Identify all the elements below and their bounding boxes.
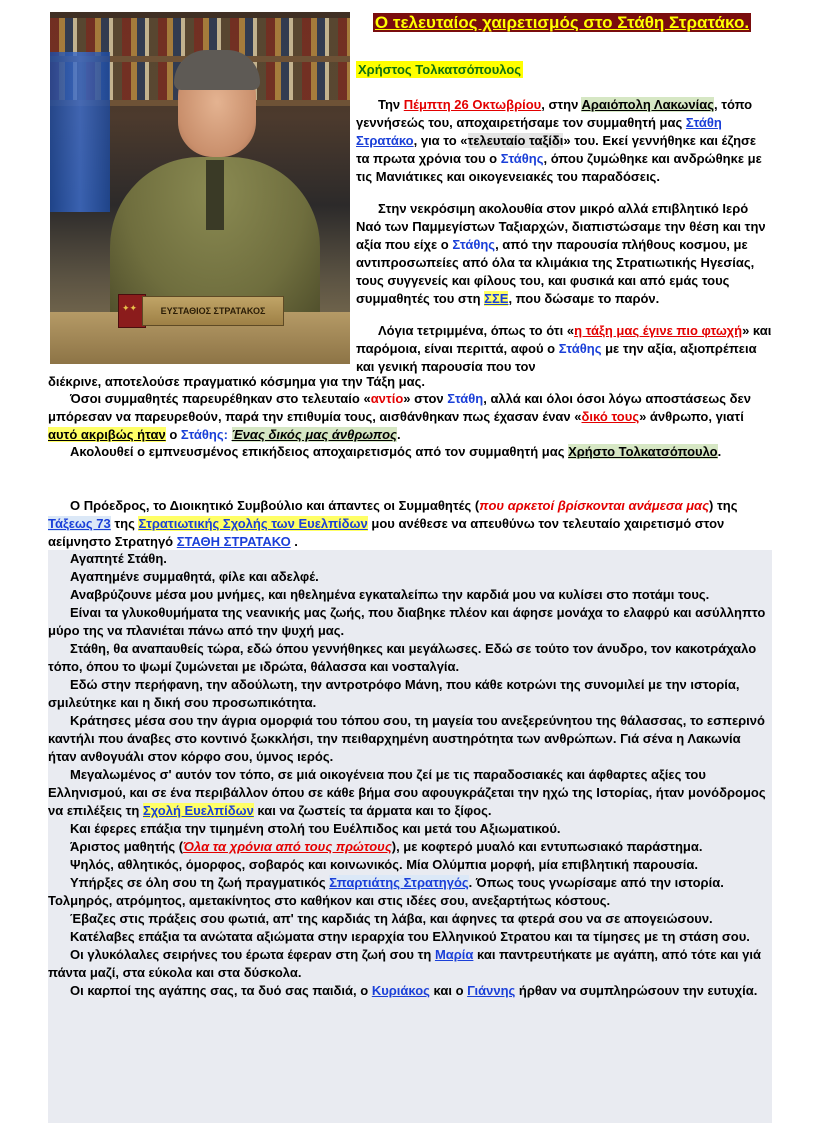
text: Και έφερες επάξια την τιμημένη στολή του Ευέλπιδος και μετά του Αξιωματικού. xyxy=(70,821,561,836)
text: , αλλά και όλοι όσοι λόγω αποστάσεως δεν μπόρεσαν να παρευρεθούν, παρά την επιθυμία τους, αισθάνθηκαν πως έχασαν έναν « xyxy=(48,391,751,424)
general-portrait-photo xyxy=(50,12,350,364)
text: Λόγια τετριμμένα, όπως το ότι « xyxy=(378,323,575,338)
giannis-link[interactable]: Γιάννης xyxy=(467,983,516,998)
author-byline: Χρήστος Τολκατσόπουλος xyxy=(358,62,522,77)
school-link[interactable]: Στρατιωτικής Σχολής των Ευελπίδων xyxy=(138,516,368,531)
text: Αναβρύζουνε μέσα μου μνήμες, και ηθελημένα εγκαταλείπω την καρδιά μου να κυλίσει στο ποτάμι τους. xyxy=(70,587,710,602)
text: Άριστος μαθητής ( xyxy=(70,839,184,854)
text: Αγαπημένε συμμαθητά, φίλε και αδελφέ. xyxy=(70,569,319,584)
date-link[interactable]: Πέμπτη 26 Οκτωβρίου xyxy=(403,97,542,112)
text: και να ζωστείς τα άρματα και το ξίφος. xyxy=(253,803,492,818)
text: . xyxy=(290,534,298,549)
text: μου ανέθεσε να απευθύνω τον τελευταίο χαιρετισμό στον αείμνηστο Στρατηγό xyxy=(48,516,725,549)
name-highlight: Στάθης xyxy=(500,151,544,166)
text: Μεγαλωμένος σ' αυτόν τον τόπο, σε μιά οικογένεια που ζεί με τις παραδοσιακές και άφθαρτες αξίες του Ελληνισμού, και σε ένα περιβάλλον όπου σε κάθε βήμα σου αφουγκράζεται την ηχώ της Ιστορίας, ήταν μονόδρομος να επιλέξεις τη xyxy=(48,767,766,818)
many-highlight: που αρκετοί βρίσκονται ανάμεσα μας xyxy=(479,498,710,513)
text: , στην xyxy=(541,97,582,112)
text: ) της xyxy=(709,498,738,513)
text: και ο xyxy=(429,983,468,998)
paragraph-words xyxy=(356,322,772,376)
letter-line xyxy=(48,568,772,586)
letter-line xyxy=(48,640,772,676)
text: : xyxy=(223,427,232,442)
class-link[interactable]: Τάξεως 73 xyxy=(48,516,111,531)
text: Εδώ στην περήφανη, την αδούλωτη, την αντροτρόφο Μάνη, που κάθε κοτρώνι της συνομιλεί με την ιστορία, σμιλεύτηκε και η δική σου προσωπικότητα. xyxy=(48,677,740,710)
text: . xyxy=(717,444,722,459)
text: Αγαπητέ Στάθη. xyxy=(70,551,167,566)
last-trip-highlight: τελευταίο ταξίδι xyxy=(467,133,564,148)
kyriakos-link[interactable]: Κυριάκος xyxy=(371,983,430,998)
place-link[interactable]: Αραιόπολη Λακωνίας xyxy=(581,97,714,112)
name-highlight: Στάθης xyxy=(558,341,602,356)
maria-link[interactable]: Μαρία xyxy=(434,947,474,962)
text: Έβαζες στις πράξεις σου φωτιά, απ' της καρδιάς τη λάβα, και άφηνες τα φτερά σου να σε απογειώσουν. xyxy=(70,911,713,926)
antio-highlight: αντίο xyxy=(370,391,404,406)
text: . Όπως τους γνωρίσαμε από την ιστορία. Τολμηρός, ατρόμητος, αμετακίνητος στο καθήκον και στις ιδέες σου, ανεξαρτήτως κόστους. xyxy=(48,875,724,908)
text: ήρθαν να συμπληρώσουν την ευτυχία. xyxy=(515,983,758,998)
letter-line xyxy=(48,676,772,712)
letter-line xyxy=(48,550,772,568)
letter-line xyxy=(48,604,772,640)
letter-line xyxy=(48,982,772,1000)
text: , που δώσαμε το παρόν. xyxy=(508,291,660,306)
text: Υπήρξες σε όλη σου τη ζωή πραγματικός xyxy=(70,875,330,890)
text: » και παρόμοια, είναι περιττά, αφού ο xyxy=(356,323,772,356)
sse-link[interactable]: ΣΣΕ xyxy=(484,291,509,306)
text: ο xyxy=(165,427,181,442)
page-title xyxy=(362,12,762,34)
paragraph-jewel: διέκρινε, αποτελούσε πραγματικό κόσμημα για την Τάξη μας. xyxy=(48,374,425,389)
years-link[interactable]: Όλα τα χρόνια από τους πρώτους xyxy=(183,839,392,854)
letter-line xyxy=(48,910,772,928)
spartan-link[interactable]: Σπαρτιάτης Στρατηγός xyxy=(329,875,469,890)
text: Οι γλυκόλαλες σειρήνες του έρωτα έφεραν στη ζωή σου τη xyxy=(70,947,435,962)
letter-line xyxy=(48,820,772,838)
letter-line xyxy=(48,928,772,946)
letter-line xyxy=(48,946,772,982)
name-highlight: Στάθης xyxy=(180,427,224,442)
text: Την xyxy=(378,97,404,112)
desk-nameplate: ΕΥΣΤΑΘΙΟΣ ΣΤΡΑΤΑΚΟΣ xyxy=(142,296,284,326)
text: , τόπο γεννήσεώς του, αποχαιρετήσαμε τον συμμαθητή μας xyxy=(356,97,753,130)
letter-line xyxy=(48,712,772,766)
text: Στάθη, θα αναπαυθείς τώρα, εδώ όπου γεννήθηκες και μεγάλωσες. Εδώ σε τούτο τον άνυδρο, τον κακοτράχαλο τόπο, όπου το ψωμί ζυμώνεται με ιδρώτα, θάλασσα και νοσταλγία. xyxy=(48,641,757,674)
general-link[interactable]: ΣΤΑΘΗ ΣΤΡΑΤΑΚΟ xyxy=(176,534,291,549)
text: Στην νεκρόσιμη ακολουθία στον μικρό αλλά επιβλητικό Ιερό Ναό των Παμμεγίστων Ταξιαρχών, διαπιστώσαμε την θέση και την αξία που είχε ο xyxy=(356,201,766,252)
exactly-highlight: αυτό ακριβώς ήταν xyxy=(48,427,166,442)
text: Ψηλός, αθλητικός, όμορφος, σοβαρός και κοινωνικός. Μία Ολύμπια μορφή, μία επιβλητική παρουσία. xyxy=(70,857,698,872)
text: Όσοι συμμαθητές παρευρέθηκαν στο τελευταίο « xyxy=(70,391,371,406)
text: με την αξία, αξιοπρέπεια και γενική παρουσία που τον xyxy=(356,341,757,374)
text: » άνθρωπο, γιατί xyxy=(639,409,744,424)
letter-line xyxy=(48,874,772,910)
text: ), με κοφτερό μυαλό και εντυπωσιακό παράστημα. xyxy=(391,839,703,854)
text: » στον xyxy=(403,391,448,406)
author-link[interactable]: Χρήστο Τολκατσόπουλο xyxy=(568,444,718,459)
paragraph-eulogy-intro xyxy=(48,443,772,461)
letter-line xyxy=(48,586,772,604)
text: . xyxy=(396,427,401,442)
flag-decoration xyxy=(50,52,110,212)
text: , όπου ζυμώθηκε και ανδρώθηκε με τις Μανιάτικες και οικογενειακές του παραδόσεις. xyxy=(356,151,762,184)
paragraph-assignment xyxy=(48,497,772,551)
name-link[interactable]: Στάθη Στρατάκο xyxy=(356,115,722,148)
paragraph-ceremony xyxy=(356,200,772,308)
text: και παντρευτήκατε με αγάπη, από τότε και γιά πάντα μαζί, στα εύκολα και στα δύσκολα. xyxy=(48,947,761,980)
text: , για το « xyxy=(413,133,468,148)
hair-shape xyxy=(174,50,260,90)
text: Οι καρποί της αγάπης σας, τα δυό σας παιδιά, ο xyxy=(70,983,372,998)
text: της xyxy=(110,516,139,531)
text: Είναι τα γλυκοθυμήματα της νεανικής μας ζωής, που διαβηκε πλέον και άφησε μονάχα το ελαφρύ και ασύλληπτο μύρο της να πλανιέται πάνω από την ψυχή μας. xyxy=(48,605,766,638)
text: Ακολουθεί ο εμπνευσμένος επικήδειος αποχαιρετισμός από τον συμμαθητή μας xyxy=(70,444,569,459)
name-highlight: Στάθης xyxy=(452,237,496,252)
paragraph-classmates xyxy=(48,390,772,444)
letter-line xyxy=(48,856,772,874)
paragraph-funeral-intro xyxy=(356,96,772,186)
diko-link[interactable]: δικό τους xyxy=(581,409,640,424)
school-link[interactable]: Σχολή Ευελπίδων xyxy=(142,803,254,818)
text: » του. Εκεί γεννήθηκε και έζησε τα πρωτα χρόνια του ο xyxy=(356,133,757,166)
letter-line xyxy=(48,838,772,856)
text: , από την παρουσία πλήθους κοσμου, με αντιπροσωπείες από όλα τα κλιμάκια της Στρατιωτικής Ηγεσίας, τους συγγενείς και φίλους του, και φυσικά και από εμάς τους συμμαθητές του στη xyxy=(356,237,755,306)
letter-line xyxy=(48,766,772,820)
text: Ο Πρόεδρος, το Διοικητικό Συμβούλιο και άπαντες οι Συμμαθητές ( xyxy=(70,498,480,513)
ours-highlight: Ένας δικός μας άνθρωπος xyxy=(231,427,397,442)
text: Κράτησες μέσα σου την άγρια ομορφιά του τόπου σου, τη μαγεία του ανεξερεύνητου της θάλασσας, το εσπερινό καντήλι που άναβες στο κοντινό ξωκκλήσι, την πειθαρχημένη αυστηρότητα των ανθρώπων. Γιά σένα η Λακωνία ήταν ανθογυάλι στον κόρφο σου, ύμνος ιερός. xyxy=(48,713,765,764)
quote-link[interactable]: η τάξη μας έγινε πιο φτωχή xyxy=(574,323,743,338)
text: Κατέλαβες επάξια τα ανώτατα αξιώματα στην ιεραρχία του Ελληνικού Στρατου και τα τίμησες με τη στάση σου. xyxy=(70,929,750,944)
name-highlight: Στάθη xyxy=(447,391,484,406)
tie-shape xyxy=(206,160,224,230)
eulogy-letter-block xyxy=(48,550,772,1123)
page-title-text: Ο τελευταίος χαιρετισμός στο Στάθη Στρατάκο. xyxy=(374,13,750,32)
